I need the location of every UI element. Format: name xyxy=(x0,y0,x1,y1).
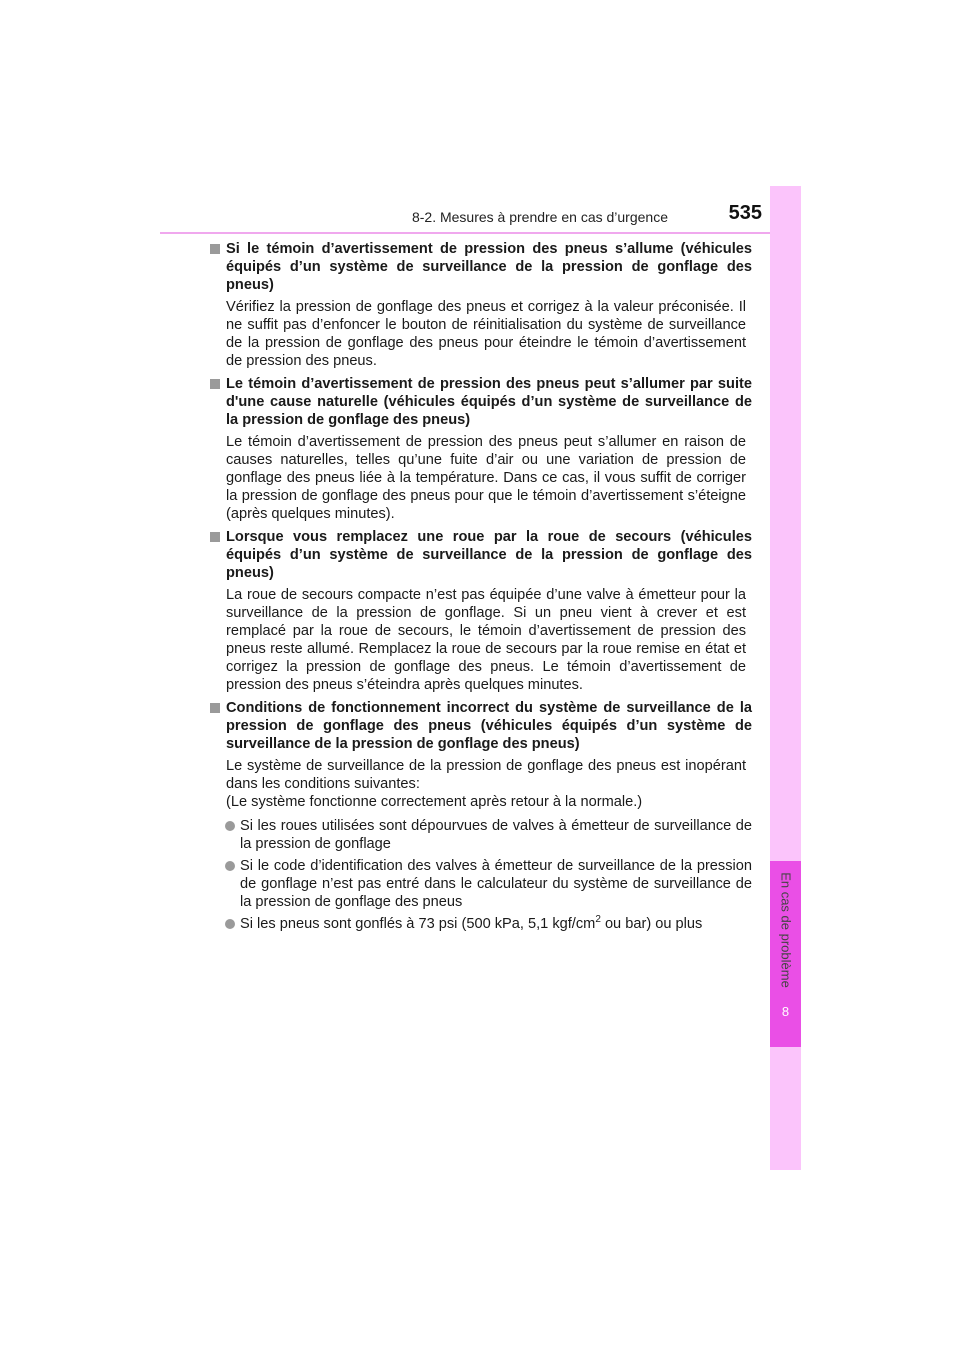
section-warning-light-on xyxy=(210,240,752,370)
condition-list xyxy=(210,817,752,933)
square-bullet-icon xyxy=(210,532,220,542)
square-bullet-icon xyxy=(210,379,220,389)
round-bullet-icon xyxy=(225,821,235,831)
section-body-note: (Le système fonctionne correctement après retour à la normale.) xyxy=(226,794,643,810)
round-bullet-icon xyxy=(225,919,235,929)
page-content xyxy=(210,240,752,938)
list-item-text-before: Si les pneus sont gonflés à 73 psi (500 kPa, 5,1 kgf/cm xyxy=(240,916,596,932)
page-number: 535 xyxy=(728,202,762,224)
chapter-title: En cas de problème xyxy=(778,872,794,988)
list-item-text-after: ou bar) ou plus xyxy=(600,916,703,932)
list-item xyxy=(210,857,752,911)
square-bullet-icon xyxy=(210,244,220,254)
list-item-text: Si les roues utilisées sont dépourvues de valves à émetteur de surveillance de la pression de gonflage xyxy=(240,818,752,852)
section-body: La roue de secours compacte n’est pas équipée d’une valve à émetteur pour la surveillance de la pression de gonflage. Si un pneu vient à crever et est remplacé par la roue de secours, le témoin d’avertissement de pression des pneus reste allumé. Remplacez la roue de secours par la roue remise en état et corrigez la pression de gonflage des pneus. Le témoin d’avertissement de pression des pneus s’éteindra après quelques minutes. xyxy=(226,587,746,693)
round-bullet-icon xyxy=(225,861,235,871)
section-body: Le système de surveillance de la pression de gonflage des pneus est inopérant dans les conditions suivantes: xyxy=(226,758,746,792)
list-item xyxy=(210,817,752,853)
square-bullet-icon xyxy=(210,703,220,713)
section-heading-text: Conditions de fonctionnement incorrect du système de surveillance de la pression de gonflage des pneus (véhicules équipés d’un système de surveillance de la pression de gonflage des pneus) xyxy=(226,700,752,752)
list-item-text: Si le code d’identification des valves à émetteur de surveillance de la pression de gonflage n’est pas entré dans le calculateur du système de surveillance de la pression de gonflage des pneus xyxy=(240,858,752,910)
header-rule xyxy=(160,232,800,234)
section-heading xyxy=(210,240,752,294)
chapter-side-tab xyxy=(770,186,801,1170)
section-malfunction-conditions xyxy=(210,699,752,933)
list-item xyxy=(210,915,752,933)
superscript-two: 2 xyxy=(595,914,601,926)
section-heading-text: Lorsque vous remplacez une roue par la roue de secours (véhicules équipés d’un système de surveillance de la pression de gonflage des pneus) xyxy=(226,529,752,581)
section-body: Vérifiez la pression de gonflage des pneus et corrigez à la valeur préconisée. Il ne suffit pas d’enfoncer le bouton de réinitialisation du système de surveillance de la pression de gonflage des pneus pour éteindre le témoin d’avertissement de pression des pneus. xyxy=(226,299,746,369)
section-heading-text: Le témoin d’avertissement de pression des pneus peut s’allumer par suite d'une cause naturelle (véhicules équipés d’un système de surveillance de la pression de gonflage des pneus) xyxy=(226,376,752,428)
section-spare-wheel xyxy=(210,528,752,694)
running-header: 8-2. Mesures à prendre en cas d’urgence xyxy=(411,209,668,225)
section-heading xyxy=(210,699,752,753)
section-natural-cause xyxy=(210,375,752,523)
section-heading xyxy=(210,528,752,582)
section-heading xyxy=(210,375,752,429)
section-heading-text: Si le témoin d’avertissement de pression des pneus s’allume (véhicules équipés d’un système de surveillance de la pression de gonflage des pneus) xyxy=(226,241,752,293)
section-body: Le témoin d’avertissement de pression des pneus peut s’allumer en raison de causes naturelles, telles qu’une fuite d’air ou une variation de pression de gonflage des pneus liée à la température. Dans ce cas, il vous suffit de corriger la pression de gonflage des pneus pour que le témoin d’avertissement s’éteigne (après quelques minutes). xyxy=(226,434,746,522)
chapter-number: 8 xyxy=(781,1004,790,1019)
